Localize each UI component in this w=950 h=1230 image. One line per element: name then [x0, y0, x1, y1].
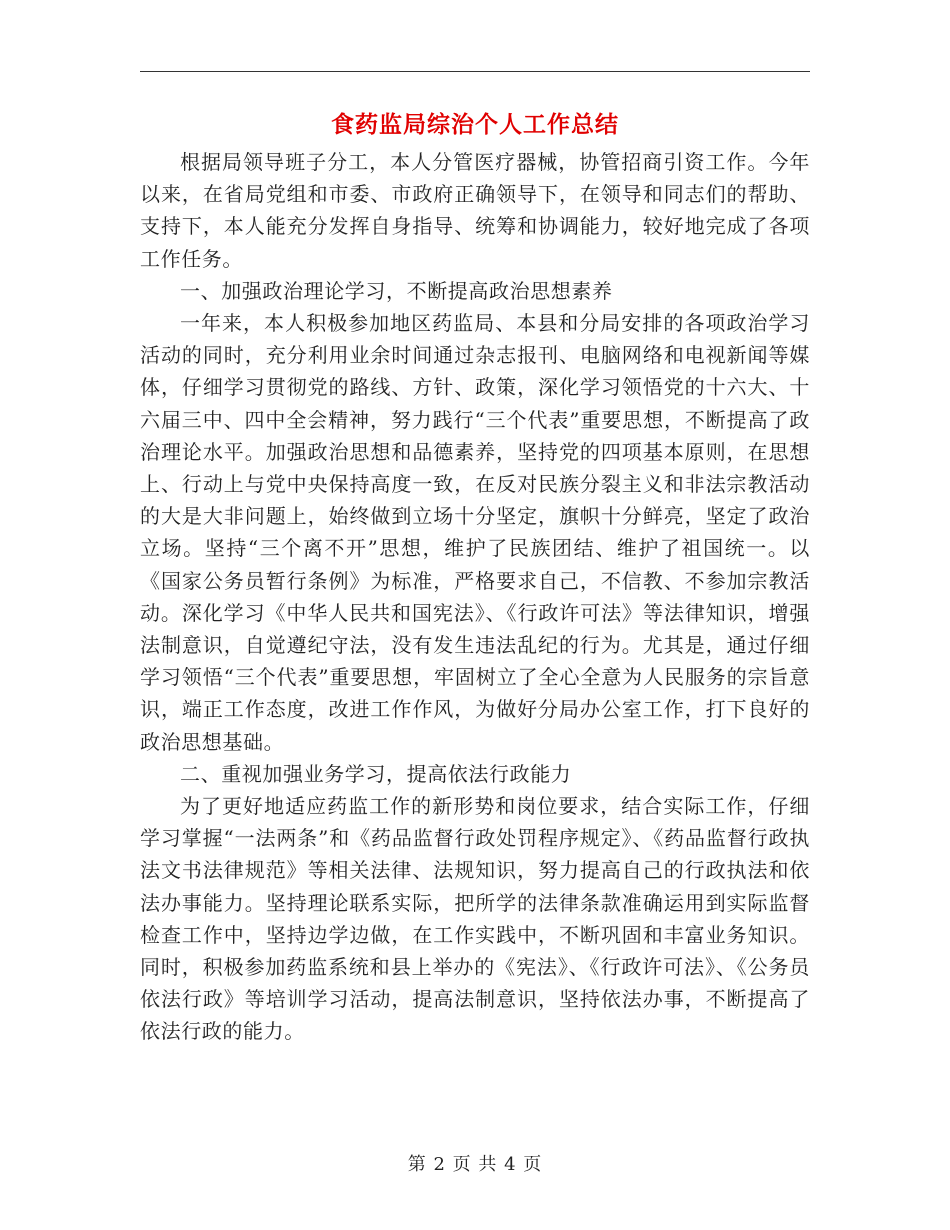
page-number-footer: 第 2 页 共 4 页 — [407, 1154, 543, 1175]
document-title: 食药监局综治个人工作总结 — [331, 111, 619, 138]
section-heading-1: 一、加强政治理论学习，不断提高政治思想素养 — [180, 278, 613, 303]
section-1-paragraph: 一年来，本人积极参加地区药监局、本县和分局安排的各项政治学习活动的同时，充分利用业余时间通过杂志报刊、电脑网络和电视新闻等媒体，仔细学习贯彻党的路线、方针、政策，深化学习领悟党的十六大、十六届三中、四中全会精神，努力践行“三个代表”重要思想，不断提高了政治理论水平。加强政治思想和品德素养，坚持党的四项基本原则，在思想上、行动上与党中央保持高度一致，在反对民族分裂主义和非法宗教活动的大是大非问题上，始终做到立场十分坚定，旗帜十分鲜亮，坚定了政治立场。坚持“三个离不开”思想，维护了民族团结、维护了祖国统一。以《国家公务员暂行条例》为标准，严格要求自己，不信教、不参加宗教活动。深化学习《中华人民共和国宪法》、《行政许可法》等法律知识，增强法制意识，自觉遵纪守法，没有发生违法乱纪的行为。尤其是，通过仔细学习领悟“三个代表”重要思想，牢固树立了全心全意为人民服务的宗旨意识，端正工作态度，改进工作作风，为做好分局办公室工作，打下良好的政治思想基础。 — [140, 311, 810, 754]
document-body — [140, 146, 810, 1048]
intro-paragraph: 根据局领导班子分工，本人分管医疗器械，协管招商引资工作。今年以来，在省局党组和市委、市政府正确领导下，在领导和同志们的帮助、支持下，本人能充分发挥自身指导、统筹和协调能力，较好地完成了各项工作任务。 — [140, 150, 810, 271]
section-heading-2: 二、重视加强业务学习，提高依法行政能力 — [180, 761, 572, 786]
section-2-paragraph: 为了更好地适应药监工作的新形势和岗位要求，结合实际工作，仔细学习掌握“一法两条”和《药品监督行政处罚程序规定》、《药品监督行政执法文书法律规范》等相关法律、法规知识，努力提高自己的行政执法和依法办事能力。坚持理论联系实际，把所学的法律条款准确运用到实际监督检查工作中，坚持边学边做，在工作实践中，不断巩固和丰富业务知识。同时，积极参加药监系统和县上举办的《宪法》、《行政许可法》、《公务员依法行政》等培训学习活动，提高法制意识，坚持依法办事，不断提高了依法行政的能力。 — [140, 794, 810, 1044]
header-rule — [140, 71, 810, 72]
